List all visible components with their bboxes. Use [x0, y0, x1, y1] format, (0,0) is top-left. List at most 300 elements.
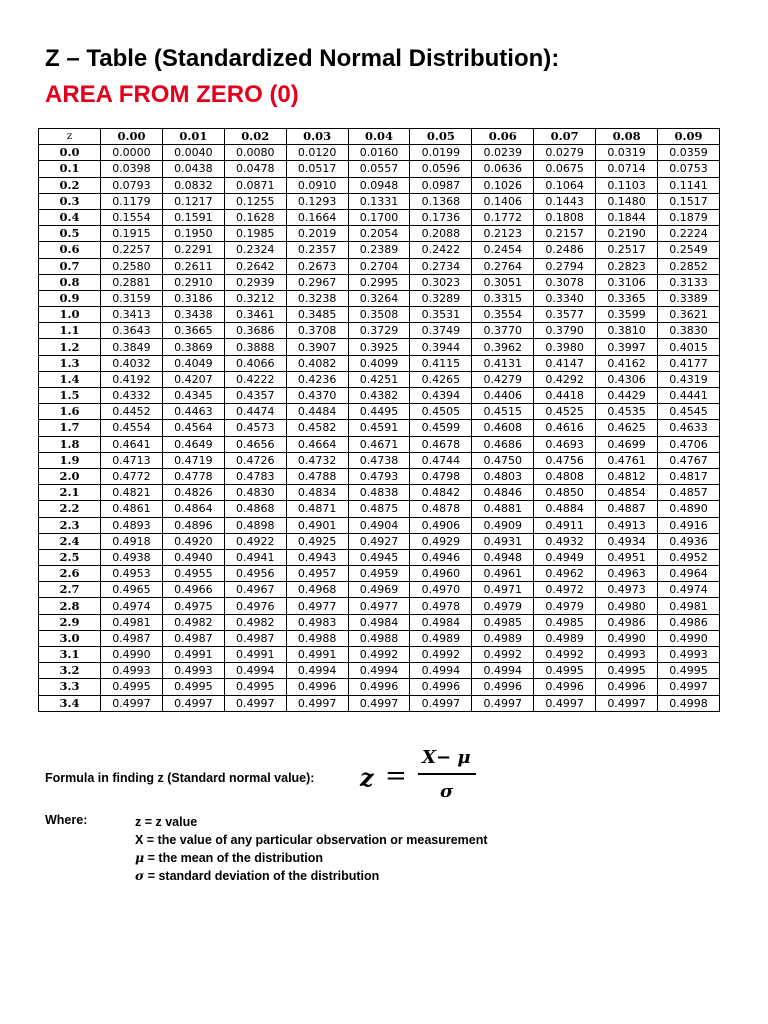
table-cell: 0.4979: [534, 598, 596, 614]
table-row: [39, 582, 720, 598]
column-header: 0.06: [472, 129, 534, 145]
table-cell: 0.0987: [410, 177, 472, 193]
table-cell: 0.4920: [162, 533, 224, 549]
table-cell: 0.4997: [658, 679, 720, 695]
table-cell: 0.4767: [658, 452, 720, 468]
table-cell: 0.4599: [410, 420, 472, 436]
table-cell: 0.4846: [472, 485, 534, 501]
table-cell: 0.4932: [534, 533, 596, 549]
table-cell: 0.4981: [101, 614, 163, 630]
table-cell: 0.4969: [348, 582, 410, 598]
table-cell: 0.4115: [410, 355, 472, 371]
table-cell: 0.2881: [101, 274, 163, 290]
table-cell: 0.3830: [658, 323, 720, 339]
table-cell: 0.4990: [596, 630, 658, 646]
row-header-z: 3.4: [39, 695, 101, 711]
formula-numerator: X− μ: [422, 747, 471, 768]
table-cell: 0.2704: [348, 258, 410, 274]
table-cell: 0.4994: [224, 663, 286, 679]
table-cell: 0.4967: [224, 582, 286, 598]
table-cell: 0.0040: [162, 145, 224, 161]
table-cell: 0.4953: [101, 566, 163, 582]
table-cell: 0.3729: [348, 323, 410, 339]
table-row: [39, 630, 720, 646]
table-cell: 0.3907: [286, 339, 348, 355]
table-cell: 0.4987: [101, 630, 163, 646]
table-cell: 0.0120: [286, 145, 348, 161]
table-cell: 0.0438: [162, 161, 224, 177]
table-cell: 0.4793: [348, 468, 410, 484]
table-cell: 0.4989: [410, 630, 472, 646]
table-cell: 0.4982: [162, 614, 224, 630]
table-cell: 0.4222: [224, 371, 286, 387]
definition-item: X = the value of any particular observation or measurement: [135, 833, 488, 847]
table-cell: 0.4463: [162, 404, 224, 420]
column-header: 0.00: [101, 129, 163, 145]
table-cell: 0.4949: [534, 549, 596, 565]
table-cell: 0.4875: [348, 501, 410, 517]
table-cell: 0.1772: [472, 209, 534, 225]
table-cell: 0.3315: [472, 290, 534, 306]
table-row: [39, 355, 720, 371]
table-cell: 0.4986: [596, 614, 658, 630]
table-cell: 0.3023: [410, 274, 472, 290]
table-cell: 0.4988: [348, 630, 410, 646]
row-header-z: 3.0: [39, 630, 101, 646]
table-cell: 0.2995: [348, 274, 410, 290]
table-cell: 0.4904: [348, 517, 410, 533]
row-header-z: 1.5: [39, 388, 101, 404]
table-cell: 0.4997: [410, 695, 472, 711]
table-cell: 0.4966: [162, 582, 224, 598]
table-cell: 0.2734: [410, 258, 472, 274]
row-header-z: 1.4: [39, 371, 101, 387]
table-cell: 0.4066: [224, 355, 286, 371]
table-cell: 0.4981: [658, 598, 720, 614]
table-cell: 0.2190: [596, 226, 658, 242]
row-header-z: 2.8: [39, 598, 101, 614]
table-cell: 0.4732: [286, 452, 348, 468]
row-header-z: 0.4: [39, 209, 101, 225]
table-cell: 0.4959: [348, 566, 410, 582]
table-cell: 0.3599: [596, 307, 658, 323]
table-cell: 0.1985: [224, 226, 286, 242]
table-cell: 0.2852: [658, 258, 720, 274]
table-cell: 0.4881: [472, 501, 534, 517]
row-header-z: 2.4: [39, 533, 101, 549]
column-header: 0.09: [658, 129, 720, 145]
table-row: [39, 485, 720, 501]
table-cell: 0.4406: [472, 388, 534, 404]
table-cell: 0.4971: [472, 582, 534, 598]
table-cell: 0.4977: [348, 598, 410, 614]
table-cell: 0.4761: [596, 452, 658, 468]
table-cell: 0.4997: [286, 695, 348, 711]
table-cell: 0.4750: [472, 452, 534, 468]
table-row: [39, 549, 720, 565]
table-cell: 0.4864: [162, 501, 224, 517]
table-cell: 0.1517: [658, 193, 720, 209]
table-cell: 0.4997: [534, 695, 596, 711]
table-cell: 0.4931: [472, 533, 534, 549]
table-cell: 0.0279: [534, 145, 596, 161]
table-cell: 0.4938: [101, 549, 163, 565]
table-cell: 0.4983: [286, 614, 348, 630]
page-subtitle: AREA FROM ZERO (0): [45, 81, 299, 108]
table-cell: 0.4952: [658, 549, 720, 565]
table-cell: 0.4961: [472, 566, 534, 582]
table-cell: 0.3212: [224, 290, 286, 306]
table-row: [39, 695, 720, 711]
table-cell: 0.4495: [348, 404, 410, 420]
table-cell: 0.4719: [162, 452, 224, 468]
table-cell: 0.1103: [596, 177, 658, 193]
fraction-bar: [418, 773, 476, 775]
row-header-z: 0.0: [39, 145, 101, 161]
table-cell: 0.3686: [224, 323, 286, 339]
definition-item: z = z value: [135, 815, 198, 829]
table-cell: 0.3554: [472, 307, 534, 323]
table-cell: 0.3810: [596, 323, 658, 339]
row-header-z: 1.2: [39, 339, 101, 355]
table-cell: 0.4292: [534, 371, 596, 387]
row-header-z: 2.0: [39, 468, 101, 484]
table-cell: 0.4989: [472, 630, 534, 646]
table-row: [39, 307, 720, 323]
table-cell: 0.4429: [596, 388, 658, 404]
table-cell: 0.4834: [286, 485, 348, 501]
table-cell: 0.4633: [658, 420, 720, 436]
table-cell: 0.4955: [162, 566, 224, 582]
table-cell: 0.4850: [534, 485, 596, 501]
table-cell: 0.4995: [534, 663, 596, 679]
table-cell: 0.4616: [534, 420, 596, 436]
table-cell: 0.4918: [101, 533, 163, 549]
table-cell: 0.4997: [596, 695, 658, 711]
table-cell: 0.1844: [596, 209, 658, 225]
table-cell: 0.4842: [410, 485, 472, 501]
table-cell: 0.4968: [286, 582, 348, 598]
table-cell: 0.0359: [658, 145, 720, 161]
table-cell: 0.3508: [348, 307, 410, 323]
table-cell: 0.3577: [534, 307, 596, 323]
table-cell: 0.4929: [410, 533, 472, 549]
formula-lhs: z: [360, 763, 374, 792]
table-cell: 0.4147: [534, 355, 596, 371]
row-header-z: 2.6: [39, 566, 101, 582]
table-cell: 0.0793: [101, 177, 163, 193]
table-cell: 0.1736: [410, 209, 472, 225]
table-cell: 0.1628: [224, 209, 286, 225]
table-cell: 0.4986: [658, 614, 720, 630]
row-header-z: 2.2: [39, 501, 101, 517]
table-cell: 0.1368: [410, 193, 472, 209]
table-cell: 0.2611: [162, 258, 224, 274]
table-cell: 0.4591: [348, 420, 410, 436]
table-cell: 0.4991: [162, 647, 224, 663]
table-cell: 0.4975: [162, 598, 224, 614]
table-cell: 0.4345: [162, 388, 224, 404]
table-cell: 0.4936: [658, 533, 720, 549]
table-cell: 0.4996: [534, 679, 596, 695]
table-cell: 0.4738: [348, 452, 410, 468]
table-cell: 0.0517: [286, 161, 348, 177]
row-header-z: 3.1: [39, 647, 101, 663]
table-cell: 0.4015: [658, 339, 720, 355]
table-row: [39, 177, 720, 193]
table-cell: 0.4998: [658, 695, 720, 711]
table-cell: 0.1179: [101, 193, 163, 209]
table-cell: 0.3708: [286, 323, 348, 339]
table-cell: 0.4964: [658, 566, 720, 582]
table-cell: 0.4995: [658, 663, 720, 679]
table-row: [39, 371, 720, 387]
row-header-z: 1.9: [39, 452, 101, 468]
table-cell: 0.4994: [410, 663, 472, 679]
table-cell: 0.4608: [472, 420, 534, 436]
table-cell: 0.4686: [472, 436, 534, 452]
table-cell: 0.4032: [101, 355, 163, 371]
table-cell: 0.4988: [286, 630, 348, 646]
table-cell: 0.3461: [224, 307, 286, 323]
table-cell: 0.2549: [658, 242, 720, 258]
row-header-z: 2.1: [39, 485, 101, 501]
mu-symbol: μ: [135, 850, 145, 865]
table-cell: 0.4236: [286, 371, 348, 387]
table-cell: 0.0000: [101, 145, 163, 161]
table-cell: 0.3665: [162, 323, 224, 339]
table-cell: 0.4817: [658, 468, 720, 484]
table-cell: 0.4332: [101, 388, 163, 404]
table-cell: 0.3485: [286, 307, 348, 323]
table-cell: 0.1406: [472, 193, 534, 209]
table-cell: 0.4997: [224, 695, 286, 711]
definitions-list: [135, 813, 488, 885]
formula-label: Formula in finding z (Standard normal value):: [45, 771, 315, 785]
table-cell: 0.4995: [101, 679, 163, 695]
table-cell: 0.3186: [162, 290, 224, 306]
table-cell: 0.4319: [658, 371, 720, 387]
table-cell: 0.3051: [472, 274, 534, 290]
table-row: [39, 274, 720, 290]
table-cell: 0.4162: [596, 355, 658, 371]
table-cell: 0.1217: [162, 193, 224, 209]
row-header-z: 1.1: [39, 323, 101, 339]
table-cell: 0.0910: [286, 177, 348, 193]
table-row: [39, 339, 720, 355]
table-cell: 0.4987: [162, 630, 224, 646]
table-cell: 0.4798: [410, 468, 472, 484]
table-cell: 0.2454: [472, 242, 534, 258]
table-cell: 0.4821: [101, 485, 163, 501]
row-header-z: 2.5: [39, 549, 101, 565]
table-cell: 0.1915: [101, 226, 163, 242]
page-title: Z – Table (Standardized Normal Distribution):: [45, 45, 560, 72]
where-label: Where:: [45, 813, 88, 827]
table-cell: 0.2939: [224, 274, 286, 290]
table-cell: 0.4515: [472, 404, 534, 420]
row-header-z: 1.7: [39, 420, 101, 436]
table-cell: 0.4783: [224, 468, 286, 484]
column-header: 0.08: [596, 129, 658, 145]
table-cell: 0.4996: [472, 679, 534, 695]
table-cell: 0.4830: [224, 485, 286, 501]
table-cell: 0.0714: [596, 161, 658, 177]
table-cell: 0.3980: [534, 339, 596, 355]
table-cell: 0.4997: [101, 695, 163, 711]
row-header-z: 0.8: [39, 274, 101, 290]
table-row: [39, 209, 720, 225]
row-header-z: 0.3: [39, 193, 101, 209]
table-cell: 0.4382: [348, 388, 410, 404]
row-header-z: 0.6: [39, 242, 101, 258]
table-cell: 0.0675: [534, 161, 596, 177]
table-cell: 0.3997: [596, 339, 658, 355]
table-cell: 0.0636: [472, 161, 534, 177]
table-cell: 0.4826: [162, 485, 224, 501]
table-cell: 0.4192: [101, 371, 163, 387]
table-cell: 0.3749: [410, 323, 472, 339]
table-cell: 0.4989: [534, 630, 596, 646]
table-cell: 0.0239: [472, 145, 534, 161]
table-cell: 0.0080: [224, 145, 286, 161]
table-cell: 0.4997: [472, 695, 534, 711]
table-cell: 0.2673: [286, 258, 348, 274]
table-cell: 0.2054: [348, 226, 410, 242]
table-cell: 0.4484: [286, 404, 348, 420]
table-cell: 0.2967: [286, 274, 348, 290]
table-cell: 0.4997: [348, 695, 410, 711]
table-cell: 0.4812: [596, 468, 658, 484]
table-cell: 0.4996: [410, 679, 472, 695]
table-cell: 0.1331: [348, 193, 410, 209]
table-cell: 0.4706: [658, 436, 720, 452]
table-cell: 0.4474: [224, 404, 286, 420]
table-cell: 0.3888: [224, 339, 286, 355]
table-cell: 0.4957: [286, 566, 348, 582]
table-cell: 0.4974: [101, 598, 163, 614]
table-cell: 0.4990: [101, 647, 163, 663]
table-cell: 0.4916: [658, 517, 720, 533]
table-cell: 0.4370: [286, 388, 348, 404]
table-cell: 0.1700: [348, 209, 410, 225]
table-cell: 0.4996: [596, 679, 658, 695]
table-cell: 0.4946: [410, 549, 472, 565]
table-cell: 0.4985: [472, 614, 534, 630]
table-cell: 0.4744: [410, 452, 472, 468]
table-cell: 0.3531: [410, 307, 472, 323]
corner-z-label: z: [39, 129, 101, 145]
row-header-z: 0.9: [39, 290, 101, 306]
table-row: [39, 647, 720, 663]
table-cell: 0.4871: [286, 501, 348, 517]
table-cell: 0.4772: [101, 468, 163, 484]
row-header-z: 0.1: [39, 161, 101, 177]
table-cell: 0.4913: [596, 517, 658, 533]
table-row: [39, 242, 720, 258]
table-cell: 0.4901: [286, 517, 348, 533]
table-row: [39, 323, 720, 339]
table-cell: 0.4664: [286, 436, 348, 452]
table-cell: 0.4922: [224, 533, 286, 549]
table-cell: 0.3770: [472, 323, 534, 339]
table-cell: 0.3389: [658, 290, 720, 306]
table-cell: 0.4649: [162, 436, 224, 452]
table-cell: 0.4131: [472, 355, 534, 371]
table-cell: 0.4878: [410, 501, 472, 517]
table-cell: 0.4993: [101, 663, 163, 679]
table-cell: 0.4545: [658, 404, 720, 420]
table-cell: 0.4671: [348, 436, 410, 452]
table-cell: 0.0319: [596, 145, 658, 161]
table-cell: 0.4049: [162, 355, 224, 371]
table-cell: 0.0596: [410, 161, 472, 177]
table-cell: 0.1293: [286, 193, 348, 209]
table-row: [39, 452, 720, 468]
row-header-z: 0.5: [39, 226, 101, 242]
table-cell: 0.3643: [101, 323, 163, 339]
table-cell: 0.4974: [658, 582, 720, 598]
table-row: [39, 161, 720, 177]
table-cell: 0.3869: [162, 339, 224, 355]
column-header: 0.05: [410, 129, 472, 145]
row-header-z: 1.3: [39, 355, 101, 371]
table-cell: 0.2324: [224, 242, 286, 258]
row-header-z: 2.7: [39, 582, 101, 598]
table-cell: 0.3621: [658, 307, 720, 323]
table-cell: 0.4678: [410, 436, 472, 452]
row-header-z: 3.2: [39, 663, 101, 679]
table-cell: 0.3078: [534, 274, 596, 290]
table-cell: 0.2823: [596, 258, 658, 274]
definition-item: σ = standard deviation of the distribution: [135, 868, 380, 883]
table-cell: 0.1443: [534, 193, 596, 209]
table-cell: 0.0832: [162, 177, 224, 193]
sigma-symbol: σ: [135, 868, 145, 883]
table-cell: 0.2123: [472, 226, 534, 242]
table-cell: 0.4357: [224, 388, 286, 404]
table-cell: 0.4940: [162, 549, 224, 565]
table-cell: 0.1950: [162, 226, 224, 242]
table-cell: 0.4838: [348, 485, 410, 501]
table-cell: 0.3264: [348, 290, 410, 306]
column-header: 0.03: [286, 129, 348, 145]
table-cell: 0.4963: [596, 566, 658, 582]
table-cell: 0.4573: [224, 420, 286, 436]
table-cell: 0.4306: [596, 371, 658, 387]
table-cell: 0.4641: [101, 436, 163, 452]
table-cell: 0.4099: [348, 355, 410, 371]
table-cell: 0.2088: [410, 226, 472, 242]
formula-denominator: σ: [440, 781, 454, 802]
row-header-z: 2.9: [39, 614, 101, 630]
table-cell: 0.4861: [101, 501, 163, 517]
table-cell: 0.4960: [410, 566, 472, 582]
table-row: [39, 598, 720, 614]
table-cell: 0.3962: [472, 339, 534, 355]
table-cell: 0.1879: [658, 209, 720, 225]
row-header-z: 1.0: [39, 307, 101, 323]
table-cell: 0.4394: [410, 388, 472, 404]
column-header: 0.01: [162, 129, 224, 145]
table-cell: 0.1255: [224, 193, 286, 209]
table-cell: 0.4554: [101, 420, 163, 436]
table-cell: 0.4994: [472, 663, 534, 679]
table-cell: 0.3925: [348, 339, 410, 355]
table-cell: 0.0871: [224, 177, 286, 193]
table-cell: 0.4995: [224, 679, 286, 695]
table-cell: 0.2486: [534, 242, 596, 258]
